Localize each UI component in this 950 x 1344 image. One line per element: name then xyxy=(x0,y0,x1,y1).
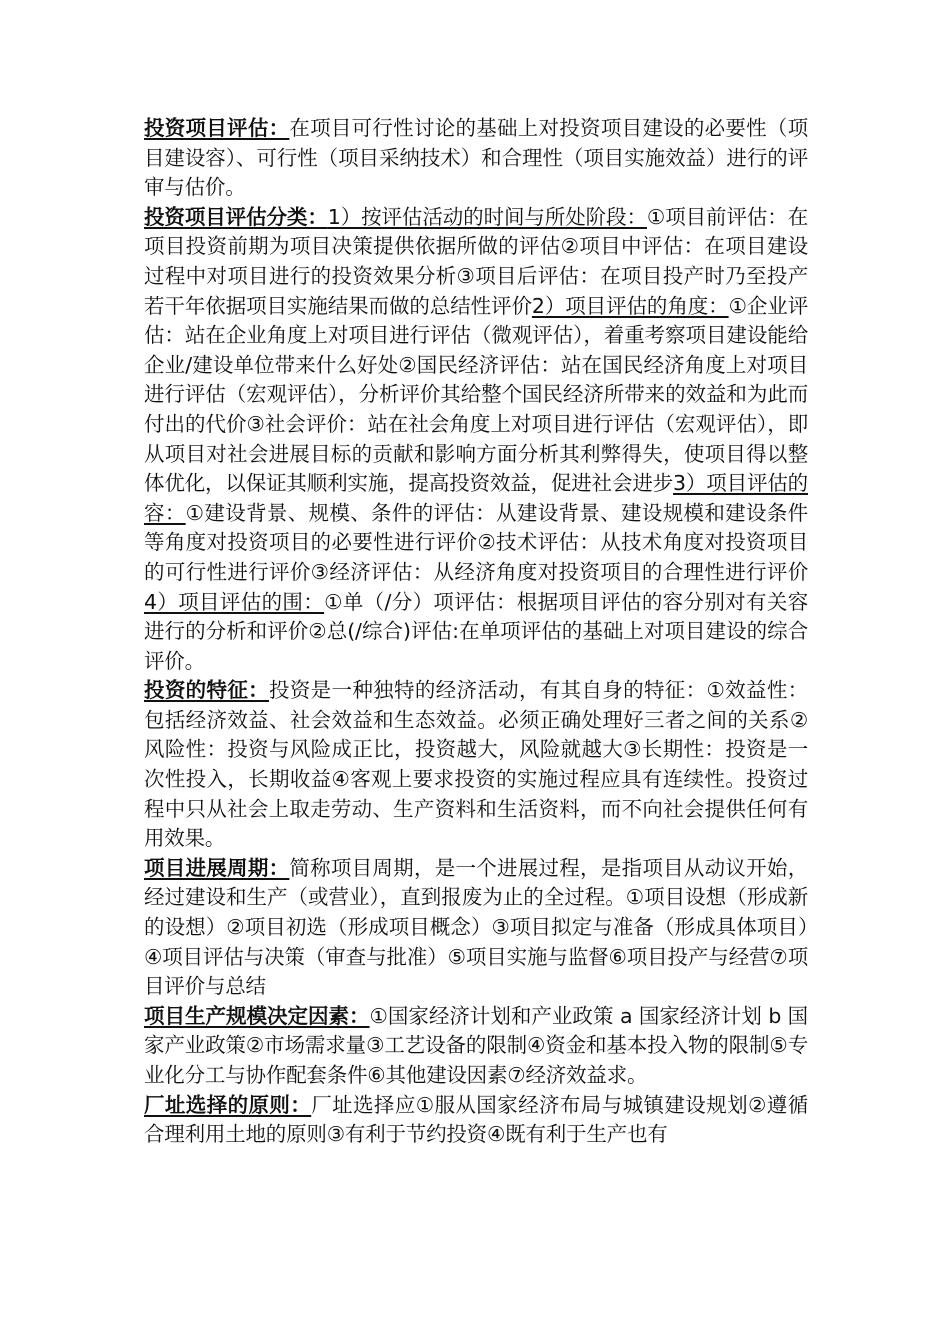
subheading-by-scope: 4）项目评估的围： xyxy=(144,589,325,614)
term-heading: 厂址选择的原则： xyxy=(144,1092,312,1117)
paragraph-text: ①单（/分）项评估：根据项目评估的容分别对有关容进行的分析和评价②总(/综合)评估:在单项评估的基础上对项目建设的综合评价。 xyxy=(144,589,809,673)
paragraph-site-selection-principles xyxy=(144,1091,808,1150)
term-heading: 投资的特征： xyxy=(144,678,269,703)
paragraph-text: ①国家经济计划和产业政策 a 国家经济计划 b 国家产业政策②市场需求量③工艺设备的限制④资金和基本投入物的限制⑤专业化分工与协作配套条件⑥其他建设因素⑦经济效益求。 xyxy=(144,1003,808,1087)
paragraph-text: 简称项目周期，是一个进展过程，是指项目从动议开始，经过建设和生产（或营业），直到报废为止的全过程。①项目设想（形成新的设想）②项目初选（形成项目概念）③项目拟定与准备（形成具体项目）④项目评估与决策（审查与批准）⑤项目实施与监督⑥项目投产与经营⑦项目评价与总结 xyxy=(144,855,808,999)
term-heading: 投资项目评估： xyxy=(144,116,290,140)
paragraph-text: ①建设背景、规模、条件的评估：从建设背景、建设规模和建设条件等角度对投资项目的必要性进行评价②技术评估：从技术角度对投资项目的可行性进行评价③经济评估：从经济角度对投资项目的合理性进行评价 xyxy=(144,500,808,584)
paragraph-text: 投资是一种独特的经济活动，有其自身的特征：①效益性：包括经济效益、社会效益和生态效益。必须正确处理好三者之间的关系②风险性：投资与风险成正比，投资越大，风险就越大③长期性：投资是一次性投入，长期收益④客观上要求投资的实施过程应具有连续性。投资过程中只从社会上取走劳动、生产资料和生活资料，而不向社会提供任何有用效果。 xyxy=(144,678,808,851)
paragraph-text: ①项目前评估：在项目投资前期为项目决策提供依据所做的评估②项目中评估：在项目建设过程中对项目进行的投资效果分析③项目后评估：在项目投产时乃至投产若干年依据项目实施结果而做的总结性评价 xyxy=(144,204,809,318)
term-heading: 投资项目评估分类： xyxy=(144,204,328,229)
paragraph-text: 厂址选择应①服从国家经济布局与城镇建设规划②遵循合理利用土地的原则③有利于节约投资④既有利于生产也有 xyxy=(144,1092,808,1147)
paragraph-project-cycle xyxy=(144,854,808,1002)
paragraph-evaluation-classification xyxy=(144,203,808,677)
subheading-by-angle: 2）项目评估的角度： xyxy=(531,293,729,318)
paragraph-investment-characteristics xyxy=(144,676,808,854)
paragraph-production-scale-factors xyxy=(144,1002,808,1091)
term-heading: 项目进展周期： xyxy=(144,855,290,880)
term-heading: 项目生产规模决定因素： xyxy=(144,1003,370,1028)
subheading-by-content: 3）项目评估的容： xyxy=(144,471,808,525)
subheading-by-time: 1）按评估活动的时间与所处阶段： xyxy=(327,204,647,229)
paragraph-investment-project-evaluation xyxy=(144,114,808,203)
paragraph-text: 在项目可行性讨论的基础上对投资项目建设的必要性（项目建设容）、可行性（项目采纳技术）和合理性（项目实施效益）进行的评审与估价。 xyxy=(144,116,808,200)
paragraph-text: ①企业评估：站在企业角度上对项目进行评估（微观评估），着重考察项目建设能给企业/建设单位带来什么好处②国民经济评估：站在国民经济角度上对项目进行评估（宏观评估），分析评价其给整个国民经济所带来的效益和为此而付出的代价③社会评价：站在社会角度上对项目进行评估（宏观评估），即从项目对社会进展目标的贡献和影响方面分析其利弊得失，使项目得以整体优化，以保证其顺利实施，提高投资效益，促进社会进步 xyxy=(144,293,809,496)
document-page xyxy=(144,114,808,1150)
